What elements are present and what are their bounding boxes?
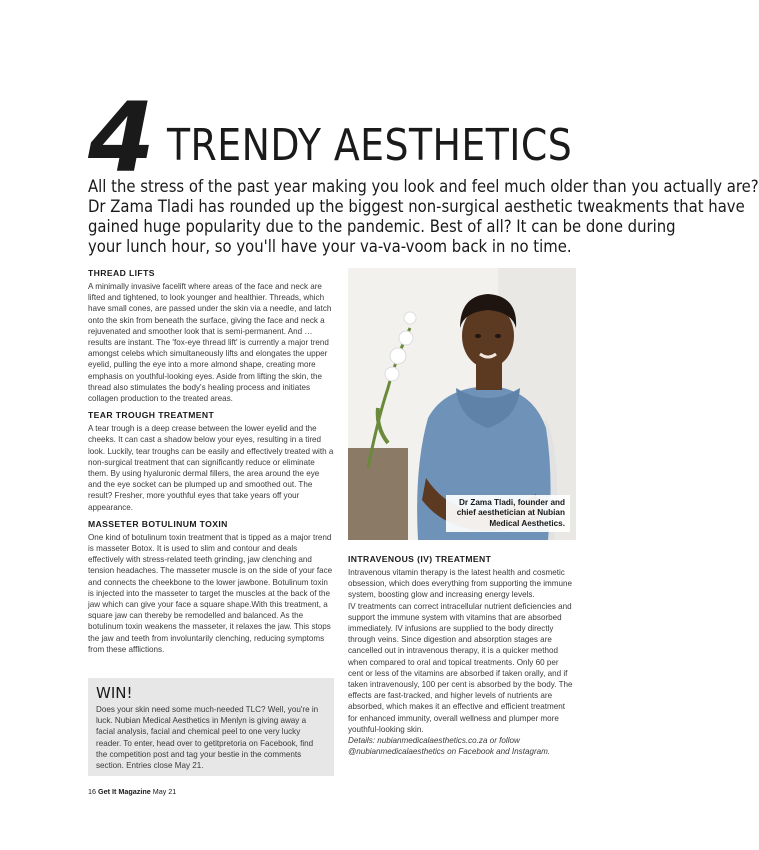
thread-lifts-heading: THREAD LIFTS xyxy=(88,268,155,278)
magazine-name: Get It Magazine xyxy=(98,787,151,796)
iv-body-intro: Intravenous vitamin therapy is the latest health and cosmetic obsession, which does everything from supporting the immune system, boosting glow and increasing energy levels. xyxy=(348,568,573,600)
standfirst-line: All the stress of the past year making you look and feel much older than you actually are? xyxy=(88,177,759,196)
standfirst-line: gained huge popularity due to the pandemic. Best of all? It can be done during xyxy=(88,217,676,236)
headline-title: TRENDY AESTHETICS xyxy=(166,120,572,171)
standfirst xyxy=(88,177,759,257)
thread-lifts-body: A minimally invasive facelift where areas of the face and neck are lifted and tightened, to look younger and healthier. Threads, which have small cones, are passed under the skin via a needle, and latch onto the skin from beneath the surface, giving the face and neck a rejuvenated and smoother look that is semi-permanent. And … results are instant. The 'fox-eye thread lift' is currently a major trend amongst celebs which simultaneously lifts and elongates the upper eyelid, pulling the eye into a more almond shape, creating more emphasis on youthful-looking eyes. Aside from lifting the skin, the thread also stimulates the body's healing process and initiates collagen production to the treated areas. xyxy=(88,282,332,404)
win-box xyxy=(88,678,334,776)
masseter-body: One kind of botulinum toxin treatment that is tipped as a major trend is masseter Botox. It is used to slim and contour and deals effectively with stress-related teeth grinding, jaw clenching and tension headaches. The masseter muscle is on the side of your face and connects the cheekbone to the lower jawbone. Botulinum toxin is injected into the masseter to target the muscles at the back of the jaw which can give your face a square shape.With this treatment, a square jaw can thereby be remodelled and balanced. As the botulinum toxin weakens the masseter, it relaxes the jaw. This stops the jaw and teeth from involuntarily clenching, reducing symptoms from these afflictions. xyxy=(88,532,333,654)
standfirst-line: Dr Zama Tladi has rounded up the biggest non-surgical aesthetic tweakments that have xyxy=(88,197,745,216)
portrait-photo xyxy=(348,268,576,540)
tear-trough-body: A tear trough is a deep crease between the lower eyelid and the cheeks. It can cast a shadow below your eyes, resulting in a tired look. Luckily, tear troughs can be easily and effectively treated with a non-surgical treatment that can significantly reduce or eliminate them. By using hyaluronic dermal fillers, the area around the eye and the eye socket can be plumped up and smoothed out. The result? Fresher, more youthful eyes that take years off your appearance. xyxy=(88,424,334,512)
left-column xyxy=(88,266,334,661)
win-title: WIN! xyxy=(96,684,133,702)
right-column xyxy=(348,552,576,763)
iv-body: IV treatments can correct intracellular nutrient deficiencies and support the immune system with vitamins that are absorbed immediately. IV infusions are supplied to the body directly through veins. Since digestion and absorption stages are cancelled out in intravenous therapy, it is a quicker method when compared to oral and topical treatments. Only 60 per cent or less of the vitamins are absorbed if taken orally, and if taken intravenously, 100 per cent is absorbed by the body. The effects are fast-tracked, and higher levels of nutrients are absorbed, which makes it an effective and efficient treatment for enhanced immunity, overall wellness and plumper more youthful-looking skin. xyxy=(348,601,573,734)
masseter-heading: MASSETER BOTULINUM TOXIN xyxy=(88,518,228,529)
issue-date: May 21 xyxy=(152,787,177,796)
page-number: 16 xyxy=(88,787,96,796)
photo-caption: Dr Zama Tladi, founder and chief aesthetician at Nubian Medical Aesthetics. xyxy=(446,495,570,533)
page-folio xyxy=(88,787,176,796)
iv-details: Details: nubianmedicalaesthetics.co.za or follow @nubianmedicalaesthetics on Facebook and Instagram. xyxy=(348,736,551,757)
standfirst-line: your lunch hour, so you'll have your va-va-voom back in no time. xyxy=(88,237,572,256)
iv-heading: INTRAVENOUS (IV) TREATMENT xyxy=(348,554,492,564)
tear-trough-heading: TEAR TROUGH TREATMENT xyxy=(88,410,215,421)
win-body: Does your skin need some much-needed TLC? Well, you're in luck. Nubian Medical Aesthetics in Menlyn is giving away a facial analysis, facial and chemical peel to one very lucky reader. To enter, head over to getitpretoria on Facebook, find the competition post and tag your bestie in the comments section. Entries close May 21. xyxy=(96,705,319,771)
headline-number: 4 xyxy=(88,82,153,194)
